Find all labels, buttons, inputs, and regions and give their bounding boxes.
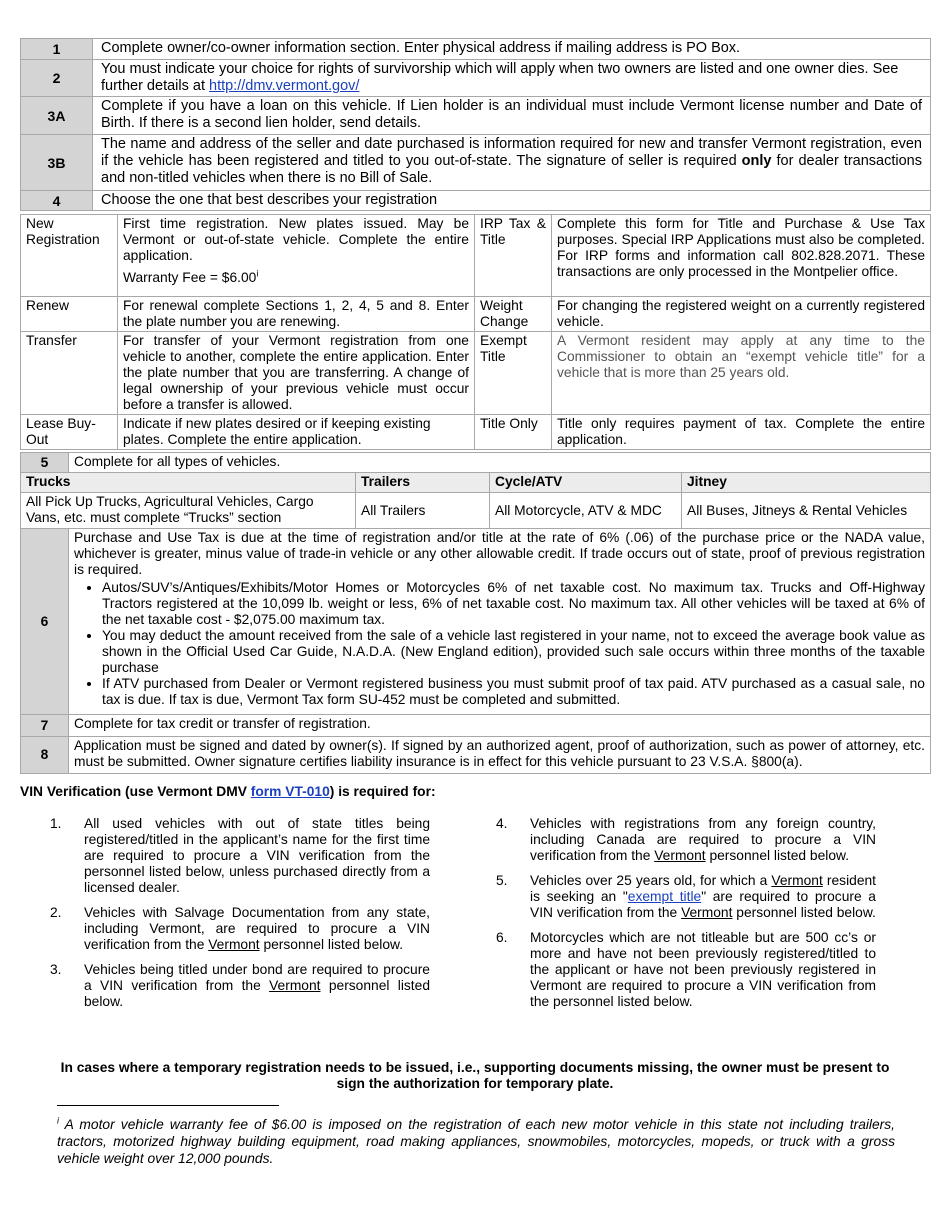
form-vt-010-link[interactable]: form VT-010 [250,784,330,799]
step-text: You must indicate your choice for rights of survivorship which will apply when two owners are listed and one owner dies. See further details at http://dmv.vermont.gov/ [93,60,931,97]
vehicle-type-row [21,493,931,529]
exempt-title-link[interactable]: exempt title [627,889,702,904]
section-number: 8 [21,737,69,774]
section-number: 5 [21,453,69,473]
reg-type-desc: For transfer of your Vermont registration from one vehicle to another, complete the entire application. Enter the plate number that you are transferring. A change of legal ownership of your previous vehicle must occur before a transfer is allowed. [118,332,475,415]
vehicle-type-cell: All Buses, Jitneys & Rental Vehicles [682,493,931,529]
section-number: 7 [21,715,69,737]
reg-type-desc: Title only requires payment of tax. Complete the entire application. [552,415,931,450]
reg-type-label: IRP Tax & Title [475,215,552,297]
list-item: 2. Vehicles with Salvage Documentation from any state, including Vermont, are required to procure a VIN verification from the Vermont personnel listed below. [50,905,430,952]
reg-type-row [21,332,931,415]
step-text: Complete if you have a loan on this vehicle. If Lien holder is an individual must include Vermont license number and Date of Birth. If there is a second lien holder, send details. [93,97,931,135]
reg-type-desc: First time registration. New plates issued. May be Vermont or out-of-state vehicle. Complete the entire application. Warranty Fee = $\$6.00^i$ [118,215,475,297]
registration-types-table [20,214,931,450]
step-text: The name and address of the seller and date purchased is information required for new and transfer Vermont registration, even if the vehicle has been registered and titled to you out-of-state. The signature of seller is required only for dealer transactions and non-titled vehicles when there is no Bill of Sale. [93,135,931,191]
section-text: Purchase and Use Tax is due at the time of registration and/or title at the rate of 6% (.06) of the purchase price or the NADA value, whichever is greater, minus value of trade-in vehicle or any other allowable credit. If trade occurs out of state, proof of previous registration is required. • Autos/SUV’s/Antiques/Exhibits/Motor Homes or Motorcycles 6% of net taxable cost. No maximum tax. Trucks and Off-Highway Tractors registered at the 10,099 lb. weight or less, 6% of net taxable cost. No maximum tax. All other vehicles will be taxed at 6% of the net taxable cost - $2,075.00 maximum tax. • You may deduct the amount received from the sale of a vehicle last registered in your name, not to exceed the average book value as shown in the Official Used Car Guide, N.A.D.A. (New England edition), provided such sale occurs within three months of the taxable purchase • If ATV purchased from Dealer or Vermont registered business you must submit proof of tax paid. ATV purchased as a casual sale, no tax is due. If tax is due, Vermont Tax form SU-452 must be completed and submitted. [69,529,931,715]
step-number: 1 [21,39,93,60]
reg-type-desc: A Vermont resident may apply at any time to the Commissioner to obtain an “exempt vehicle title” for a vehicle that is more than 25 years old. [552,332,931,415]
vehicle-type-cell: All Trailers [356,493,490,529]
list-item: 4. Vehicles with registrations from any foreign country, including Canada are required to procure a VIN verification from the Vermont personnel listed below. [496,816,876,863]
reg-type-row [21,415,931,450]
reg-type-label: Title Only [475,415,552,450]
column-header: Cycle/ATV [490,473,682,493]
footnote-mark: i [57,1115,59,1126]
list-item: 6. Motorcycles which are not titleable but are 500 cc’s or more and have not been previously registered/titled to the applicant or have not been previously registered in Vermont are required to procure a VIN verification from the personnel listed below. [496,930,876,1009]
vehicle-type-header-row [21,473,931,493]
reg-type-label: Transfer [21,332,118,415]
footnote-divider [57,1105,279,1106]
reg-type-desc: For changing the registered weight on a currently registered vehicle. [552,297,931,332]
step-row [21,39,931,60]
vehicle-type-cell: All Motorcycle, ATV & MDC [490,493,682,529]
section-row [21,715,931,737]
section-row [21,737,931,774]
column-header: Jitney [682,473,931,493]
dmv-website-link[interactable]: http://dmv.vermont.gov/ [209,78,360,94]
vin-list-right [496,816,876,1019]
temporary-registration-notice: In cases where a temporary registration needs to be issued, i.e., supporting documents missing, the owner must be present to sign the authorization for temporary plate. [60,1060,890,1091]
list-item: 5. Vehicles over 25 years old, for which a Vermont resident is seeking an "exempt title" are required to procure a VIN verification from the Vermont personnel listed below. [496,873,876,920]
reg-type-label: Exempt Title [475,332,552,415]
instructions-table [20,38,931,211]
step-row [21,97,931,135]
reg-type-label: New Registration [21,215,118,297]
step-text: Complete owner/co-owner information section. Enter physical address if mailing address is PO Box. [93,39,931,60]
section-text: Application must be signed and dated by owner(s). If signed by an authorized agent, proof of authorization, such as power of attorney, etc. must be submitted. Owner signature certifies liability insurance is in effect for this vehicle pursuant to 23 V.S.A. §800(a). [69,737,931,774]
list-item: 1. All used vehicles with out of state titles being registered/titled in the applicant’s name for the first time are required to procure a VIN verification from the personnel listed below, unless purchased directly from a licensed dealer. [50,816,430,895]
reg-type-desc: For renewal complete Sections 1, 2, 4, 5 and 8. Enter the plate number you are renewing. [118,297,475,332]
vehicle-type-cell: All Pick Up Trucks, Agricultural Vehicles, Cargo Vans, etc. must complete “Trucks” section [21,493,356,529]
reg-type-desc: Complete this form for Title and Purchase & Use Tax purposes. Special IRP Applications must also be completed. For IRP forms and information call 802.828.2071. These transactions are only processed in the Montpelier office. [552,215,931,297]
list-item: 3. Vehicles being titled under bond are required to procure a VIN verification from the Vermont personnel listed below. [50,962,430,1009]
step-number: 3B [21,135,93,191]
step-number: 2 [21,60,93,97]
step-number: 4 [21,191,93,211]
column-header: Trucks [21,473,356,493]
section-text: Complete for all types of vehicles. [69,453,931,473]
footnote: $^i$ A motor vehicle warranty fee of $6.00 is imposed on the registration of each new motor vehicle in this state not including trailers, tractors, motorized highway building equipment, road making appliances, snowmobiles, motorcycles, mopeds, or truck with a gross vehicle weight over 12,000 pounds. [57,1115,895,1166]
reg-type-row [21,297,931,332]
section-row [21,529,931,715]
section-row [21,453,931,473]
column-header: Trailers [356,473,490,493]
reg-type-row [21,215,931,297]
step-row [21,191,931,211]
reg-type-label: Weight Change [475,297,552,332]
sections-table [20,452,931,774]
step-text: Choose the one that best describes your registration [93,191,931,211]
tax-rules-list [74,580,925,708]
section-text: Complete for tax credit or transfer of registration. [69,715,931,737]
step-row [21,135,931,191]
reg-type-label: Renew [21,297,118,332]
vin-list-left [50,816,430,1019]
reg-type-desc: Indicate if new plates desired or if keeping existing plates. Complete the entire application. [118,415,475,450]
step-row [21,60,931,97]
list-item: • You may deduct the amount received from the sale of a vehicle last registered in your name, not to exceed the average book value as shown in the Official Used Car Guide, N.A.D.A. (New England edition), provided such sale occurs within three months of the taxable purchase [102,628,925,676]
vin-heading: VIN Verification (use Vermont DMV form VT-010) is required for: [20,784,436,799]
section-number: 6 [21,529,69,715]
step-number: 3A [21,97,93,135]
reg-type-label: Lease Buy-Out [21,415,118,450]
list-item: • If ATV purchased from Dealer or Vermont registered business you must submit proof of tax paid. ATV purchased as a casual sale, no tax is due. If tax is due, Vermont Tax form SU-452 must be completed and submitted. [102,676,925,708]
list-item: • Autos/SUV’s/Antiques/Exhibits/Motor Homes or Motorcycles 6% of net taxable cost. No maximum tax. Trucks and Off-Highway Tractors registered at the 10,099 lb. weight or less, 6% of net taxable cost. No maximum tax. All other vehicles will be taxed at 6% of the net taxable cost - $2,075.00 maximum tax. [102,580,925,628]
